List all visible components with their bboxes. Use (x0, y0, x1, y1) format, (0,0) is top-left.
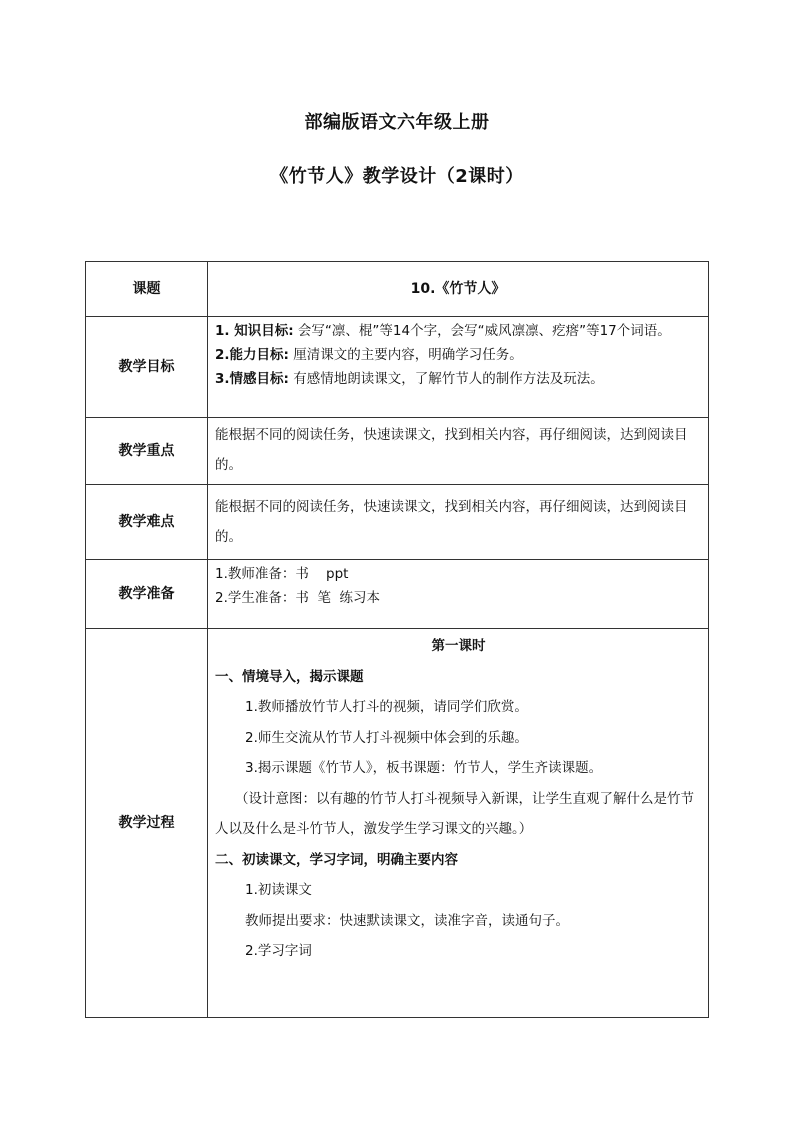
row-difficult-points (86, 485, 709, 560)
process-step: 2.学习字词 (245, 943, 312, 959)
goal-item: 3.情感目标: 有感情地朗读课文，了解竹节人的制作方法及玩法。 (215, 371, 604, 387)
preparation-item: 2.学生准备：书 笔 练习本 (215, 590, 381, 606)
session-heading: 第一课时 (431, 638, 486, 654)
label-difficult-points: 教学难点 (86, 485, 208, 560)
lesson-plan-table (85, 261, 709, 1018)
lesson-title: 10.《竹节人》 (208, 262, 709, 317)
process-step: 3.揭示课题《竹节人》，板书课题：竹节人，学生齐读课题。 (245, 760, 603, 776)
label-process: 教学过程 (86, 629, 208, 1018)
process-step: 2.师生交流从竹节人打斗视频中体会到的乐趣。 (245, 729, 528, 746)
label-key-points: 教学重点 (86, 418, 208, 485)
key-points-text: 能根据不同的阅读任务，快速读课文，找到相关内容，再仔细阅读，达到阅读目的。 (208, 418, 709, 485)
row-lesson (86, 262, 709, 317)
label-preparation: 教学准备 (86, 560, 208, 629)
process-step: 1.初读课文 (245, 882, 312, 898)
difficult-points-text: 能根据不同的阅读任务，快速读课文，找到相关内容，再仔细阅读，达到阅读目的。 (208, 485, 709, 560)
process-cell (208, 629, 709, 1018)
section-heading: 二、初读课文，学习字词，明确主要内容 (215, 851, 458, 868)
document-title: 部编版语文六年级上册 (304, 112, 490, 133)
row-goals (86, 317, 709, 418)
preparation-cell (208, 560, 709, 629)
goal-item: 2.能力目标: 厘清课文的主要内容，明确学习任务。 (215, 347, 523, 363)
goal-item: 1. 知识目标: 会写“凛、棍”等14个字，会写“威风凛凛、疙瘩”等17个词语。 (215, 323, 671, 339)
section-heading: 一、情境导入，揭示课题 (215, 668, 364, 685)
label-goals: 教学目标 (86, 317, 208, 418)
document-subtitle: 《竹节人》教学设计（2课时） (270, 166, 524, 187)
design-note: （设计意图：以有趣的竹节人打斗视频导入新课，让学生直观了解什么是竹节人以及什么是斗竹节人，激发学生学习课文的兴趣。） (215, 790, 694, 837)
row-preparation (86, 560, 709, 629)
preparation-item: 1.教师准备：书 ppt (215, 566, 349, 582)
goals-cell (208, 317, 709, 418)
process-step: 1.教师播放竹节人打斗的视频，请同学们欣赏。 (245, 699, 528, 715)
row-key-points (86, 418, 709, 485)
label-lesson: 课题 (86, 262, 208, 317)
process-requirement: 教师提出要求：快速默读课文，读准字音，读通句子。 (245, 912, 569, 929)
row-process (86, 629, 709, 1018)
